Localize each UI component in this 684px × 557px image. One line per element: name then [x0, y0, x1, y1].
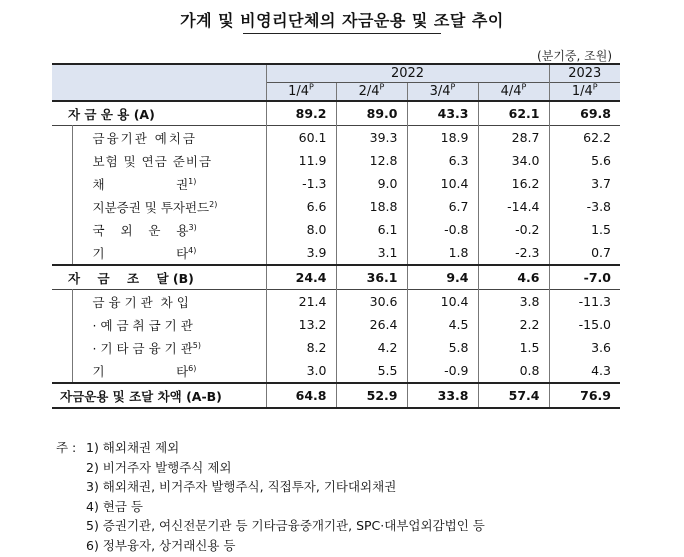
operations-total-row: [52, 101, 620, 126]
table-row: [52, 126, 620, 150]
row-label: 자금운용 및 조달 차액 (A-B): [60, 388, 222, 404]
table-row: [52, 290, 620, 314]
cell-value: 0.7: [549, 241, 620, 265]
table-row: [52, 336, 620, 359]
cell-value: 64.8: [266, 383, 336, 408]
footnote-text: 2) 비거주자 발행주식 제외: [86, 459, 232, 475]
header-quarter: $3/4^P$: [407, 83, 478, 102]
indent-cell: [52, 290, 72, 314]
cell-value: 4.6: [478, 265, 549, 290]
footnote-text: 4) 현금 등: [86, 498, 144, 514]
header-corner-lower: [52, 83, 266, 102]
cell-value: 11.9: [266, 149, 336, 172]
cell-value: 9.4: [407, 265, 478, 290]
cell-value: 10.4: [407, 290, 478, 314]
cell-value: 18.9: [407, 126, 478, 150]
cell-value: 62.1: [478, 101, 549, 126]
table-row: [52, 313, 620, 336]
cell-value: 18.8: [336, 195, 407, 218]
cell-value: 57.4: [478, 383, 549, 408]
cell-value: 69.8: [549, 101, 620, 126]
cell-value: 0.8: [478, 359, 549, 383]
cell-value: 9.0: [336, 172, 407, 195]
cell-value: 5.5: [336, 359, 407, 383]
cell-value: -15.0: [549, 313, 620, 336]
indent-cell: [52, 218, 72, 241]
row-label: 자 금 운 용 (A): [68, 106, 155, 122]
cell-value: 3.1: [336, 241, 407, 265]
cell-value: 6.7: [407, 195, 478, 218]
cell-value: 4.2: [336, 336, 407, 359]
indent-cell: [52, 195, 72, 218]
cell-value: 2.2: [478, 313, 549, 336]
indent-cell: [52, 241, 72, 265]
footnote: [56, 516, 485, 536]
footnote: [56, 536, 485, 556]
footnote-text: 3) 해외채권, 비거주자 발행주식, 직접투자, 기타대외채권: [86, 479, 397, 495]
table-row: [52, 149, 620, 172]
cell-value: 1.8: [407, 241, 478, 265]
row-label: 기 타$^{6)}$: [72, 359, 266, 383]
cell-value: 10.4: [407, 172, 478, 195]
cell-value: 89.2: [266, 101, 336, 126]
cell-value: 21.4: [266, 290, 336, 314]
cell-value: -0.9: [407, 359, 478, 383]
indent-cell: [52, 313, 72, 336]
header-year-2023: 2023: [549, 64, 620, 83]
cell-value: -0.8: [407, 218, 478, 241]
cell-value: 5.6: [549, 149, 620, 172]
cell-value: 30.6: [336, 290, 407, 314]
footnote: [56, 458, 485, 478]
cell-value: -0.2: [478, 218, 549, 241]
cell-value: 33.8: [407, 383, 478, 408]
cell-value: 3.9: [266, 241, 336, 265]
row-label: 금 융 기 관 차 입: [72, 290, 266, 314]
indent-cell: [52, 336, 72, 359]
cell-value: 3.0: [266, 359, 336, 383]
net-row: [52, 383, 620, 408]
cell-value: 3.7: [549, 172, 620, 195]
cell-value: -14.4: [478, 195, 549, 218]
cell-value: 4.3: [549, 359, 620, 383]
indent-cell: [52, 359, 72, 383]
row-label: 보험 및 연금 준비금: [72, 149, 266, 172]
footnote: [56, 477, 485, 497]
cell-value: -7.0: [549, 265, 620, 290]
cell-value: 28.7: [478, 126, 549, 150]
cell-value: 26.4: [336, 313, 407, 336]
header-year-row: [52, 64, 620, 83]
cell-value: 1.5: [478, 336, 549, 359]
cell-value: 52.9: [336, 383, 407, 408]
footnote-text: 5) 증권기관, 여신전문기관 등 기타금융중개기관, SPC·대부업외감법인 등: [86, 518, 485, 534]
footnotes: [56, 438, 485, 556]
row-label: · 예 금 취 급 기 관: [72, 313, 266, 336]
cell-value: 89.0: [336, 101, 407, 126]
indent-cell: [52, 149, 72, 172]
cell-value: 3.8: [478, 290, 549, 314]
row-label: 지분증권 및 투자펀드$^{2)}$: [72, 195, 266, 218]
table-row: [52, 359, 620, 383]
indent-cell: [52, 126, 72, 150]
cell-value: 34.0: [478, 149, 549, 172]
row-label: 자 금 조 달 (B): [68, 270, 194, 286]
flow-table: [52, 63, 620, 409]
row-label: 국 외 운 용$^{3)}$: [72, 218, 266, 241]
cell-value: 36.1: [336, 265, 407, 290]
cell-value: -2.3: [478, 241, 549, 265]
footnote-text: 6) 정부융자, 상거래신용 등: [86, 537, 236, 553]
table-row: [52, 218, 620, 241]
row-label: 기 타$^{4)}$: [72, 241, 266, 265]
cell-value: 3.6: [549, 336, 620, 359]
header-quarter-row: [52, 83, 620, 102]
cell-value: 8.2: [266, 336, 336, 359]
row-label: 채 권$^{1)}$: [72, 172, 266, 195]
cell-value: 62.2: [549, 126, 620, 150]
cell-value: 43.3: [407, 101, 478, 126]
header-corner: [52, 64, 266, 83]
footnote-prefix: 주 :: [56, 440, 77, 455]
cell-value: 6.6: [266, 195, 336, 218]
cell-value: 8.0: [266, 218, 336, 241]
title-underline: [243, 33, 441, 34]
page-title: 가계 및 비영리단체의 자금운용 및 조달 추이: [180, 11, 504, 30]
cell-value: 12.8: [336, 149, 407, 172]
table-row: [52, 195, 620, 218]
header-quarter: $1/4^P$: [549, 83, 620, 102]
table-row: [52, 172, 620, 195]
cell-value: 5.8: [407, 336, 478, 359]
financing-total-row: [52, 265, 620, 290]
indent-cell: [52, 172, 72, 195]
cell-value: -3.8: [549, 195, 620, 218]
cell-value: 16.2: [478, 172, 549, 195]
header-quarter: $2/4^P$: [336, 83, 407, 102]
unit-label: (분기중, 조원): [537, 49, 612, 63]
footnote: [56, 438, 485, 458]
row-label: 금융기관 예치금: [72, 126, 266, 150]
cell-value: 13.2: [266, 313, 336, 336]
cell-value: -11.3: [549, 290, 620, 314]
footnote-text: 1) 해외채권 제외: [86, 440, 180, 455]
cell-value: 4.5: [407, 313, 478, 336]
header-quarter: $4/4^P$: [478, 83, 549, 102]
cell-value: -1.3: [266, 172, 336, 195]
header-quarter: $1/4^P$: [266, 83, 336, 102]
cell-value: 6.3: [407, 149, 478, 172]
table-row: [52, 241, 620, 265]
cell-value: 76.9: [549, 383, 620, 408]
footnote: [56, 497, 485, 517]
cell-value: 39.3: [336, 126, 407, 150]
cell-value: 1.5: [549, 218, 620, 241]
row-label: · 기 타 금 융 기 관$^{5)}$: [72, 336, 266, 359]
header-year-2022: 2022: [266, 64, 549, 83]
cell-value: 6.1: [336, 218, 407, 241]
cell-value: 60.1: [266, 126, 336, 150]
cell-value: 24.4: [266, 265, 336, 290]
